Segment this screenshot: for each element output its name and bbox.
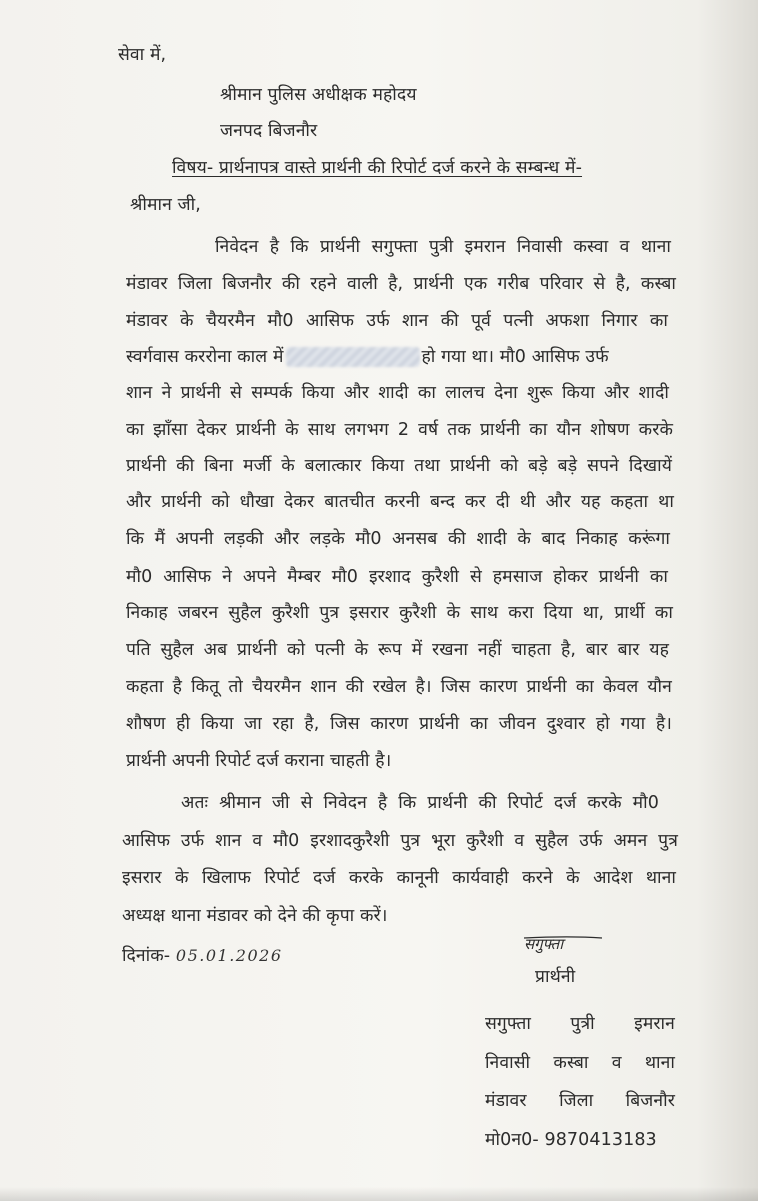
- page-shadow: [0, 1187, 758, 1201]
- sender-phone: मो0न0- 9870413183: [485, 1130, 657, 1150]
- paragraph-1-line: मंडावर जिला बिजनौर की रहने वाली है, प्रार्थनी एक गरीब परिवार से है, कस्बा: [126, 274, 676, 294]
- paragraph-1-text: स्वर्गवास कररोना काल में: [126, 347, 284, 367]
- paragraph-2-line: इसरार के खिलाफ रिपोर्ट दर्ज करके कानूनी कार्यवाही करने के आदेश थाना: [122, 868, 676, 888]
- date-value: 05.01.2026: [175, 946, 283, 965]
- paragraph-1-line: शौषण ही किया जा रहा है, जिस कारण प्रार्थनी का जीवन दुश्वार हो गया है।: [126, 714, 672, 734]
- date-label: दिनांक-: [122, 946, 171, 966]
- paragraph-2-line: अतः श्रीमान जी से निवेदन है कि प्रार्थनी की रिपोर्ट दर्ज करके मौ0: [181, 793, 659, 813]
- paragraph-1-line: प्रार्थनी की बिना मर्जी के बलात्कार किया तथा प्रार्थनी को बड़े बड़े सपने दिखायें: [126, 456, 672, 476]
- redacted-date: [286, 347, 420, 367]
- paragraph-1-line: शान ने प्रार्थनी से सम्पर्क किया और शादी का लालच देना शुरू किया और शादी: [126, 383, 669, 403]
- date-row: [122, 945, 283, 967]
- signature-mark: [524, 932, 604, 956]
- sender-name: सगुफ्ता पुत्री इमरान: [485, 1014, 675, 1034]
- salutation-to: सेवा में,: [118, 45, 167, 65]
- paragraph-1-line: मंडावर के चैयरमैन मौ0 आसिफ उर्फ शान की पूर्व पत्नी अफशा निगार का: [126, 311, 668, 331]
- paragraph-1-line: [126, 346, 609, 368]
- subject-line: विषय- प्रार्थनापत्र वास्ते प्रार्थनी की रिपोर्ट दर्ज करने के सम्बन्ध में-: [172, 158, 583, 178]
- sender-address-line-2: मंडावर जिला बिजनौर: [485, 1091, 675, 1111]
- paragraph-1-text: हो गया था। मौ0 आसिफ उर्फ: [421, 347, 609, 367]
- addressee-line-2: जनपद बिजनौर: [220, 121, 318, 141]
- paragraph-1-line: प्रार्थनी अपनी रिपोर्ट दर्ज कराना चाहती है।: [126, 751, 392, 771]
- paragraph-1-line: निवेदन है कि प्रार्थनी सगुफ्ता पुत्री इमरान निवासी कस्वा व थाना: [215, 237, 671, 257]
- paragraph-1-line: कहता है कितू तो चैयरमैन शान की रखेल है। जिस कारण प्रार्थनी का केवल यौन: [126, 677, 672, 697]
- sender-address-line-1: निवासी कस्बा व थाना: [485, 1053, 675, 1073]
- sender-title: प्रार्थनी: [535, 967, 576, 987]
- greeting: श्रीमान जी,: [130, 195, 201, 215]
- paragraph-1-line: मौ0 आसिफ ने अपने मैम्बर मौ0 इरशाद कुरैशी से हमसाज होकर प्रार्थनी का: [126, 567, 668, 587]
- signature-text: सगुफ्ता: [524, 935, 564, 953]
- paragraph-1-line: पति सुहैल अब प्रार्थनी को पत्नी के रूप में रखना नहीं चाहता है, बार बार यह: [126, 640, 669, 660]
- addressee-line-1: श्रीमान पुलिस अधीक्षक महोदय: [220, 85, 417, 105]
- paragraph-2-line: अध्यक्ष थाना मंडावर को देने की कृपा करें।: [122, 906, 388, 926]
- paragraph-1-line: कि मैं अपनी लड़की और लड़के मौ0 अनसब की शादी के बाद निकाह करूंगा: [126, 529, 670, 549]
- paragraph-2-line: आसिफ उर्फ शान व मौ0 इरशादकुरैशी पुत्र भूरा कुरैशी व सुहैल उर्फ अमन पुत्र: [122, 831, 678, 851]
- paragraph-1-line: का झाँसा देकर प्रार्थनी के साथ लगभग 2 वर्ष तक प्रार्थनी का यौन शोषण करके: [126, 420, 673, 440]
- paragraph-1-line: और प्रार्थनी को धौखा देकर बातचीत करनी बन्द कर दी थी और यह कहता था: [126, 492, 674, 512]
- paragraph-1-line: निकाह जबरन सुहैल कुरैशी पुत्र इसरार कुरैशी के साथ करा दिया था, प्रार्थी का: [126, 603, 673, 623]
